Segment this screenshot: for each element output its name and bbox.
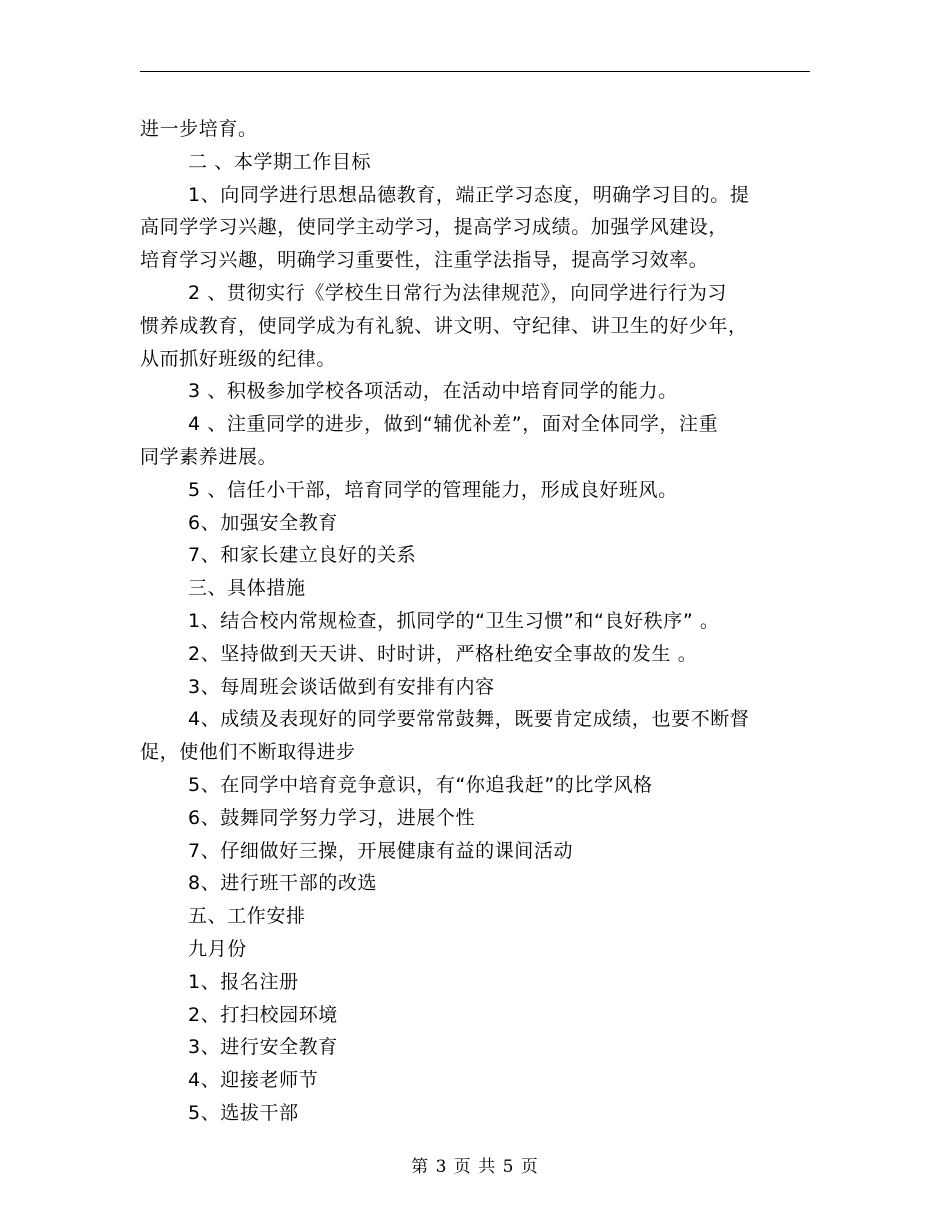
- text-line: 6、加强安全教育: [188, 511, 338, 534]
- text-line: 4、迎接老师节: [188, 1069, 319, 1092]
- text-line: 2、坚持做到天天讲、时时讲，严格杜绝安全事故的发生 。: [188, 642, 698, 665]
- text-line: 培育学习兴趣，明确学习重要性，注重学法指导，提高学习效率。: [140, 249, 709, 272]
- text-line: 二 、本学期工作目标: [188, 150, 372, 173]
- text-line: 五、工作安排: [188, 905, 306, 928]
- text-line: 2 、贯彻实行《学校生日常行为法律规范》，向同学进行行为习: [188, 281, 728, 304]
- text-line: 8、进行班干部的改选: [188, 872, 378, 895]
- text-line: 3、每周班会谈话做到有安排有内容: [188, 675, 495, 698]
- text-line: 三、具体措施: [188, 577, 306, 600]
- text-line: 1、结合校内常规检查，抓同学的“卫生习惯”和“良好秩序” 。: [188, 609, 720, 632]
- text-line: 1、向同学进行思想品德教育，端正学习态度，明确学习目的。提: [188, 183, 750, 206]
- header-rule: [140, 71, 810, 72]
- page-number: 第 3 页 共 5 页: [411, 1157, 539, 1177]
- text-line: 惯养成教育，使同学成为有礼貌、讲文明、守纪律、讲卫生的好少年，: [140, 314, 748, 337]
- text-line: 1、报名注册: [188, 970, 299, 993]
- text-line: 5、在同学中培育竞争意识，有“你追我赶”的比学风格: [188, 773, 653, 796]
- text-line: 高同学学习兴趣，使同学主动学习，提高学习成绩。加强学风建设，: [140, 216, 729, 239]
- text-line: 6、鼓舞同学努力学习，进展个性: [188, 806, 476, 829]
- text-line: 同学素养进展。: [140, 445, 278, 468]
- text-line: 九月份: [188, 937, 247, 960]
- text-line: 4 、注重同学的进步，做到“辅优补差”，面对全体同学，注重: [188, 413, 719, 436]
- text-line: 3、进行安全教育: [188, 1036, 338, 1059]
- text-line: 7、和家长建立良好的关系: [188, 544, 417, 567]
- text-line: 4、成绩及表现好的同学要常常鼓舞，既要肯定成绩，也要不断督: [188, 708, 750, 731]
- text-line: 3 、积极参加学校各项活动，在活动中培育同学的能力。: [188, 380, 678, 403]
- text-line: 进一步培育。: [140, 118, 258, 140]
- document-body: [140, 113, 810, 1130]
- text-line: 从而抓好班级的纪律。: [140, 347, 337, 370]
- text-line: 2、打扫校园环境: [188, 1003, 338, 1026]
- text-line: 促，使他们不断取得进步: [140, 741, 356, 764]
- text-line: 5、选拔干部: [188, 1101, 299, 1124]
- text-line: 7、仔细做好三操，开展健康有益的课间活动: [188, 839, 574, 862]
- text-line: 5 、信任小干部，培育同学的管理能力，形成良好班风。: [188, 478, 678, 501]
